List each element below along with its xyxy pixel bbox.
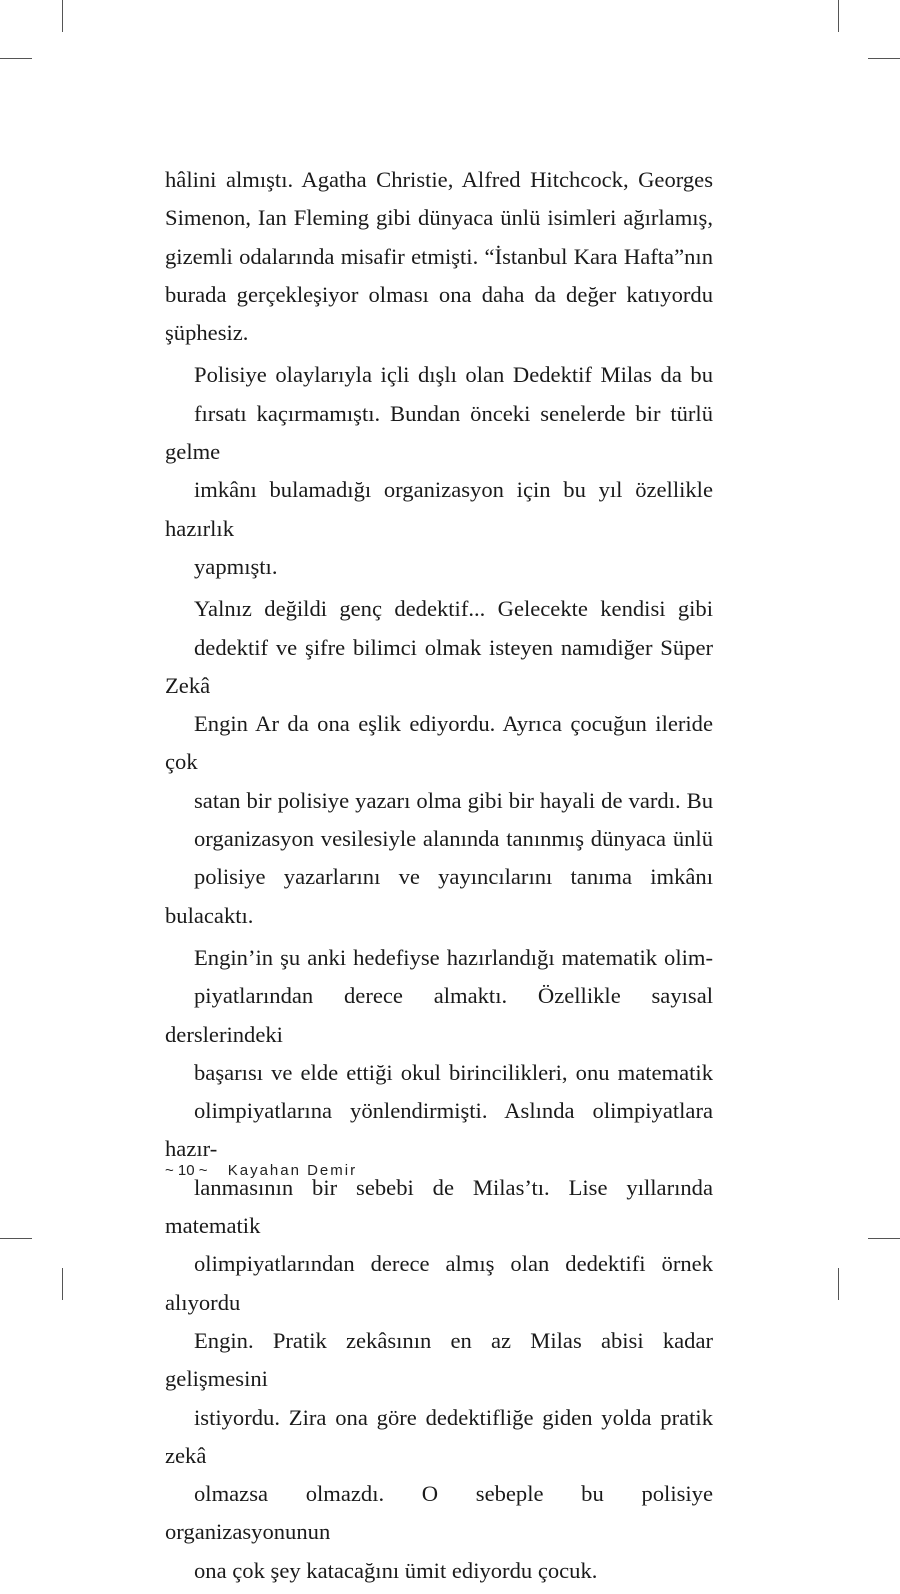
text-line: olimpiyatlarından derece almış olan dedektifi örnek alıyordu bbox=[165, 1251, 713, 1315]
page-footer bbox=[165, 1162, 357, 1179]
text-line: Engin. Pratik zekâsının en az Milas abisi kadar gelişmesini bbox=[165, 1327, 713, 1392]
text-line: Engin Ar da ona eşlik ediyordu. Ayrıca çocuğun ileride çok bbox=[165, 711, 713, 775]
text-line: lanmasının bir sebebi de Milas’tı. Lise yıllarında matematik bbox=[165, 1174, 713, 1239]
crop-mark-top-left-vertical bbox=[62, 0, 63, 32]
crop-mark-bottom-right-vertical bbox=[838, 1268, 839, 1300]
text-line: organizasyon vesilesiyle alanında tanınmış dünyaca ünlü bbox=[194, 826, 713, 852]
crop-mark-bottom-left-horizontal bbox=[0, 1238, 32, 1239]
text-line: imkânı bulamadığı organizasyon için bu yıl özellikle hazırlık bbox=[165, 477, 713, 541]
crop-mark-top-right-vertical bbox=[838, 0, 839, 32]
text-line: hâlini almıştı. Agatha Christie, Alfred Hitchcock, Georges bbox=[165, 167, 713, 192]
text-line: fırsatı kaçırmamıştı. Bundan önceki senelerde bir türlü gelme bbox=[165, 400, 713, 465]
text-line: olimpiyatlarına yönlendirmişti. Aslında olimpiyatlara hazır- bbox=[165, 1098, 713, 1162]
text-line: burada gerçekleşiyor olması ona daha da değer katıyordu bbox=[165, 281, 713, 307]
author-name: Kayahan Demir bbox=[227, 1162, 358, 1179]
text-line: piyatlarından derece almaktı. Özellikle sayısal derslerindeki bbox=[165, 983, 713, 1047]
text-line: dedektif ve şifre bilimci olmak isteyen namıdiğer Süper Zekâ bbox=[165, 634, 713, 698]
text-line: istiyordu. Zira ona göre dedektifliğe giden yolda pratik zekâ bbox=[165, 1404, 713, 1468]
crop-mark-top-left-horizontal bbox=[0, 58, 32, 59]
text-line: Engin’in şu anki hedefiyse hazırlandığı matematik olim- bbox=[194, 944, 713, 970]
text-line: Simenon, Ian Fleming gibi dünyaca ünlü isimleri ağırlamış, bbox=[165, 205, 713, 231]
text-line: başarısı ve elde ettiği okul birincilikleri, onu matematik bbox=[194, 1059, 713, 1085]
text-line: ona çok şey katacağını ümit ediyordu çocuk. bbox=[194, 1557, 598, 1583]
text-line: olmazsa olmazdı. O sebeple bu polisiye organizasyonunun bbox=[165, 1481, 713, 1545]
page-number: ~ 10 ~ bbox=[165, 1162, 208, 1179]
text-line: Polisiye olaylarıyla içli dışlı olan Dedektif Milas da bu bbox=[194, 362, 713, 388]
text-line: gizemli odalarında misafir etmişti. “İstanbul Kara Hafta”nın bbox=[165, 243, 713, 269]
body-text bbox=[165, 161, 713, 1594]
paragraph bbox=[165, 939, 713, 1590]
crop-mark-bottom-right-horizontal bbox=[868, 1238, 900, 1239]
text-line: yapmıştı. bbox=[194, 553, 278, 579]
paragraph bbox=[165, 161, 713, 352]
text-line: Yalnız değildi genç dedektif... Gelecekte kendisi gibi bbox=[194, 596, 713, 622]
text-line: polisiye yazarlarını ve yayıncılarını tanıma imkânı bulacaktı. bbox=[165, 864, 713, 928]
crop-mark-bottom-left-vertical bbox=[62, 1268, 63, 1300]
text-line: şüphesiz. bbox=[165, 320, 249, 346]
text-line: satan bir polisiye yazarı olma gibi bir hayali de vardı. Bu bbox=[194, 787, 713, 813]
paragraph bbox=[165, 356, 713, 586]
paragraph bbox=[165, 590, 713, 935]
crop-mark-top-right-horizontal bbox=[868, 58, 900, 59]
